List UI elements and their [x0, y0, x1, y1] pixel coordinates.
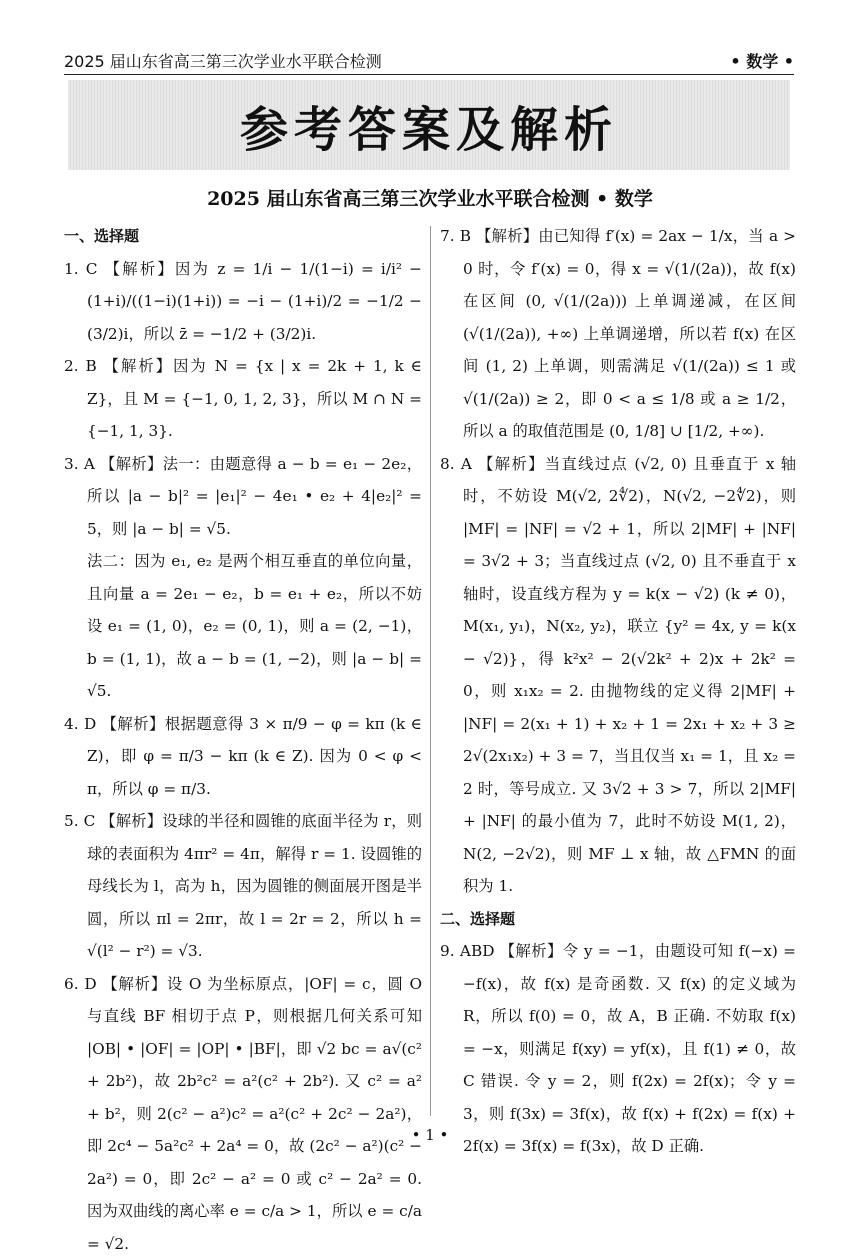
answer-q5: 5. C 【解析】设球的半径和圆锥的底面半径为 r，则球的表面积为 4πr² = 4π，解得 r = 1. 设圆锥的母线长为 l，高为 h，因为圆锥的侧面展开图是半圆，所以 πl = 2πr，故 l = 2r = 2，所以 h = √(l² − r²) = √3.	[64, 805, 422, 968]
answer-q6: 6. D 【解析】设 O 为坐标原点，|OF| = c，圆 O 与直线 BF 相切于点 P，则根据几何关系可知 |OB| • |OF| = |OP| • |BF|，即 √2 bc = a√(c² + 2b²)，故 2b²c² = a²(c² + 2b²). 又 c² = a² + b²，则 2(c² − a²)c² = a²(c² + 2c² − 2a²)，即 2c⁴ − 5a²c² + 2a⁴ = 0，故 (2c² − a²)(c² − 2a²) = 0，即 2c² − a² = 0 或 c² − 2a² = 0. 因为双曲线的离心率 e = c/a > 1，所以 e = c/a = √2.	[64, 968, 422, 1260]
section-heading-choice: 一、选择题	[64, 220, 422, 253]
answer-q9: 9. ABD 【解析】令 y = −1，由题设可知 f(−x) = −f(x)，故 f(x) 是奇函数. 又 f(x) 的定义域为 R，所以 f(0) = 0，故 A，B 正确. 不妨取 f(x) = −x，则满足 f(xy) = yf(x)，且 f(1) ≠ 0，故 C 错误. 令 y = 2，则 f(2x) = 2f(x)；令 y = 3，则 f(3x) = 3f(x)，故 f(x) + f(2x) = f(x) + 2f(x) = 3f(x) = f(3x)，故 D 正确.	[440, 935, 796, 1163]
page-number: • 1 •	[0, 1126, 860, 1144]
answer-q7: 7. B 【解析】由已知得 f′(x) = 2ax − 1/x，当 a > 0 时，令 f′(x) = 0，得 x = √(1/(2a))，故 f(x) 在区间 (0, √(1/(2a))) 上单调递减，在区间 (√(1/(2a)), +∞) 上单调递增，所以若 f(x) 在区间 (1, 2) 上单调，则需满足 √(1/(2a)) ≤ 1 或 √(1/(2a)) ≥ 2，即 0 < a ≤ 1/8 或 a ≥ 1/2，所以 a 的取值范围是 (0, 1/8] ∪ [1/2, +∞).	[440, 220, 796, 448]
page-header	[64, 44, 794, 75]
left-column	[64, 220, 422, 1260]
answer-q3-method1: 3. A 【解析】法一：由题意得 a − b = e₁ − 2e₂，所以 |a − b|² = |e₁|² − 4e₁ • e₂ + 4|e₂|² = 5，则 |a − b| = √5.	[64, 448, 422, 546]
answer-q1: 1. C 【解析】因为 z = 1/i − 1/(1−i) = i/i² − (1+i)/((1−i)(1+i)) = −i − (1+i)/2 = −1/2 − (3/2)i，所以 z̄ = −1/2 + (3/2)i.	[64, 253, 422, 351]
header-subject: • 数学 •	[730, 49, 794, 72]
column-divider	[430, 226, 431, 1116]
answer-q4: 4. D 【解析】根据题意得 3 × π/9 − φ = kπ (k ∈ Z)，即 φ = π/3 − kπ (k ∈ Z). 因为 0 < φ < π，所以 φ = π/3.	[64, 708, 422, 806]
section-heading-multi: 二、选择题	[440, 903, 796, 936]
answer-q3-method2: 法二：因为 e₁, e₂ 是两个相互垂直的单位向量，且向量 a = 2e₁ − e₂，b = e₁ + e₂，所以不妨设 e₁ = (1, 0)，e₂ = (0, 1)，则 a = (2, −1)，b = (1, 1)，故 a − b = (1, −2)，则 |a − b| = √5.	[64, 545, 422, 708]
answer-q8: 8. A 【解析】当直线过点 (√2, 0) 且垂直于 x 轴时，不妨设 M(√2, 2∜2)，N(√2, −2∜2)，则 |MF| = |NF| = √2 + 1，所以 2|MF| + |NF| = 3√2 + 3；当直线过点 (√2, 0) 且不垂直于 x 轴时，设直线方程为 y = k(x − √2) (k ≠ 0)，M(x₁, y₁)，N(x₂, y₂)，联立 {y² = 4x, y = k(x − √2)}，得 k²x² − 2(√2k² + 2)x + 2k² = 0，则 x₁x₂ = 2. 由抛物线的定义得 2|MF| + |NF| = 2(x₁ + 1) + x₂ + 1 = 2x₁ + x₂ + 3 ≥ 2√(2x₁x₂) + 3 = 7，当且仅当 x₁ = 1，且 x₂ = 2 时，等号成立. 又 3√2 + 3 > 7，所以 2|MF| + |NF| 的最小值为 7，此时不妨设 M(1, 2)，N(2, −2√2)，则 MF ⊥ x 轴，故 △FMN 的面积为 1.	[440, 448, 796, 903]
banner-text: 参考答案及解析	[240, 91, 618, 160]
right-column	[440, 220, 796, 1163]
answer-q2: 2. B 【解析】因为 N = {x | x = 2k + 1, k ∈ Z}，且 M = {−1, 0, 1, 2, 3}，所以 M ∩ N = {−1, 1, 3}.	[64, 350, 422, 448]
answer-banner	[68, 80, 790, 170]
header-exam-title: 2025 届山东省高三第三次学业水平联合检测	[64, 49, 382, 72]
document-title: 2025 届山东省高三第三次学业水平联合检测 • 数学	[0, 184, 860, 211]
